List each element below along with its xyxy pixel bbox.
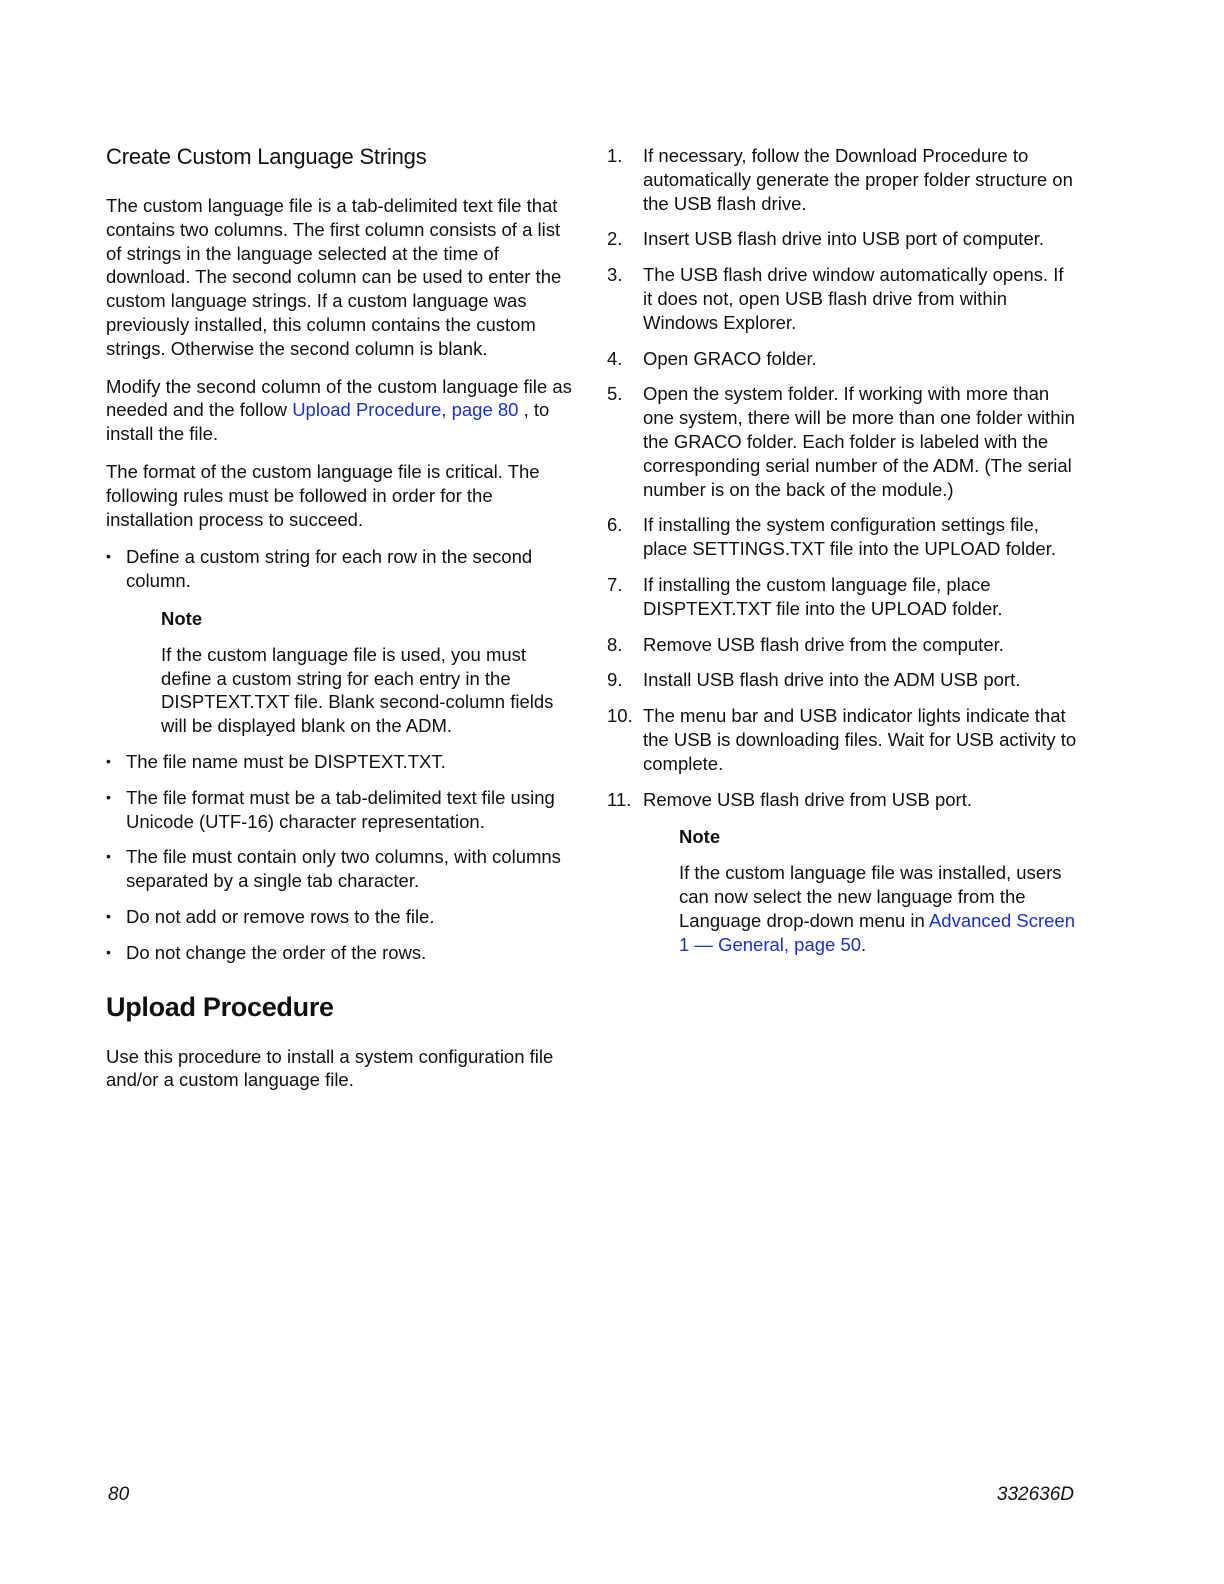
note-title: Note <box>679 826 721 848</box>
page-number: 80 <box>108 1484 130 1505</box>
note-body: If the custom language file is used, you must define a custom string for each entry in the DISPTEXT.TXT file. Blank second-column fields will be displayed blank on the ADM. <box>161 643 554 737</box>
modify-text-end: , to install the file. <box>106 399 550 445</box>
list-item: 1. If necessary, follow the Download Procedure to automatically generate the proper folder structure on the USB flash drive. <box>607 145 1073 214</box>
list-item: • The file name must be DISPTEXT.TXT. <box>106 750 446 772</box>
step-number: 11. <box>607 788 632 810</box>
list-item: • The file must contain only two columns, with columns separated by a single tab character. <box>106 846 561 892</box>
note-body: If the custom language file was installed, users can now select the new language from the Language drop-down menu in Advanced Screen 1 — General, page 50. <box>679 862 1075 955</box>
step-number: 7. <box>607 573 623 595</box>
modify-paragraph <box>106 375 576 446</box>
upload-procedure-link[interactable]: Upload Procedure, page 80 <box>292 399 519 421</box>
step-number: 5. <box>607 383 623 405</box>
rules-list <box>106 545 576 593</box>
list-item: 4. Open GRACO folder. <box>607 347 817 369</box>
step-number: 9. <box>607 669 623 691</box>
download-procedure-ref: Download Procedure <box>834 145 1008 166</box>
intro-paragraph: The custom language file is a tab-delimited text file that contains two columns. The first column consists of a list of strings in the language selected at the time of download. The second column can be used to enter the custom language strings. If a custom language was previously installed, this column contains the custom strings. Otherwise the second column is blank. <box>106 195 562 359</box>
bullet-icon: • <box>106 788 111 805</box>
rules-list-continued <box>106 750 576 965</box>
step-number: 1. <box>607 145 623 166</box>
list-item: 11. Remove USB flash drive from USB port. <box>607 788 972 810</box>
step-number: 10. <box>607 705 633 727</box>
step-number: 8. <box>607 633 623 655</box>
note-block <box>106 607 576 738</box>
note-title: Note <box>161 607 203 629</box>
procedure-steps <box>607 144 1077 811</box>
list-item: • Define a custom string for each row in the second column. <box>106 546 533 592</box>
list-item: 6. If installing the system configuration settings file, place SETTINGS.TXT file into the UPLOAD folder. <box>607 514 1056 560</box>
step-number: 2. <box>607 228 623 250</box>
step-number: 6. <box>607 514 623 536</box>
bullet-icon: • <box>106 943 111 960</box>
bullet-icon: • <box>106 548 111 565</box>
list-item: 9. Install USB flash drive into the ADM USB port. <box>607 669 1021 691</box>
list-item: • The file format must be a tab-delimited text file using Unicode (UTF-16) character representation. <box>106 786 555 832</box>
bullet-icon: • <box>106 848 111 865</box>
list-item: 3. The USB flash drive window automatically opens. If it does not, open USB flash drive from within Windows Explorer. <box>607 264 1064 333</box>
list-item: • Do not change the order of the rows. <box>106 941 427 963</box>
step-number: 4. <box>607 347 623 369</box>
upload-procedure-heading: Upload Procedure <box>106 991 334 1022</box>
list-item: 5. Open the system folder. If working with more than one system, there will be more than one folder within the GRACO folder. Each folder is labeled with the corresponding serial number of the ADM. (The serial number is on the back of the module.) <box>607 383 1075 500</box>
upload-intro-paragraph: Use this procedure to install a system configuration file and/or a custom language file. <box>106 1045 554 1091</box>
modify-text: Modify the second column of the custom language file as needed and the follow <box>106 375 572 421</box>
document-number: 332636D <box>996 1484 1074 1505</box>
list-item: 10. The menu bar and USB indicator lights indicate that the USB is downloading files. Wait for USB activity to complete. <box>607 705 1077 774</box>
advanced-screen-link[interactable]: Advanced Screen 1 — General, page 50 <box>679 909 1075 955</box>
list-item: 8. Remove USB flash drive from the computer. <box>607 633 1004 655</box>
left-column <box>106 140 576 1106</box>
format-paragraph: The format of the custom language file is critical. The following rules must be followed in order for the installation process to succeed. <box>106 460 540 530</box>
list-item: • Do not add or remove rows to the file. <box>106 905 435 927</box>
bullet-icon: • <box>106 907 111 924</box>
right-column <box>607 144 1077 956</box>
list-item: 2. Insert USB flash drive into USB port of computer. <box>607 228 1045 250</box>
list-item: 7. If installing the custom language file, place DISPTEXT.TXT file into the UPLOAD folder. <box>607 573 1003 619</box>
note-block <box>607 825 1077 956</box>
bullet-icon: • <box>106 752 111 769</box>
section-title: Create Custom Language Strings <box>106 144 427 169</box>
step-number: 3. <box>607 264 623 286</box>
